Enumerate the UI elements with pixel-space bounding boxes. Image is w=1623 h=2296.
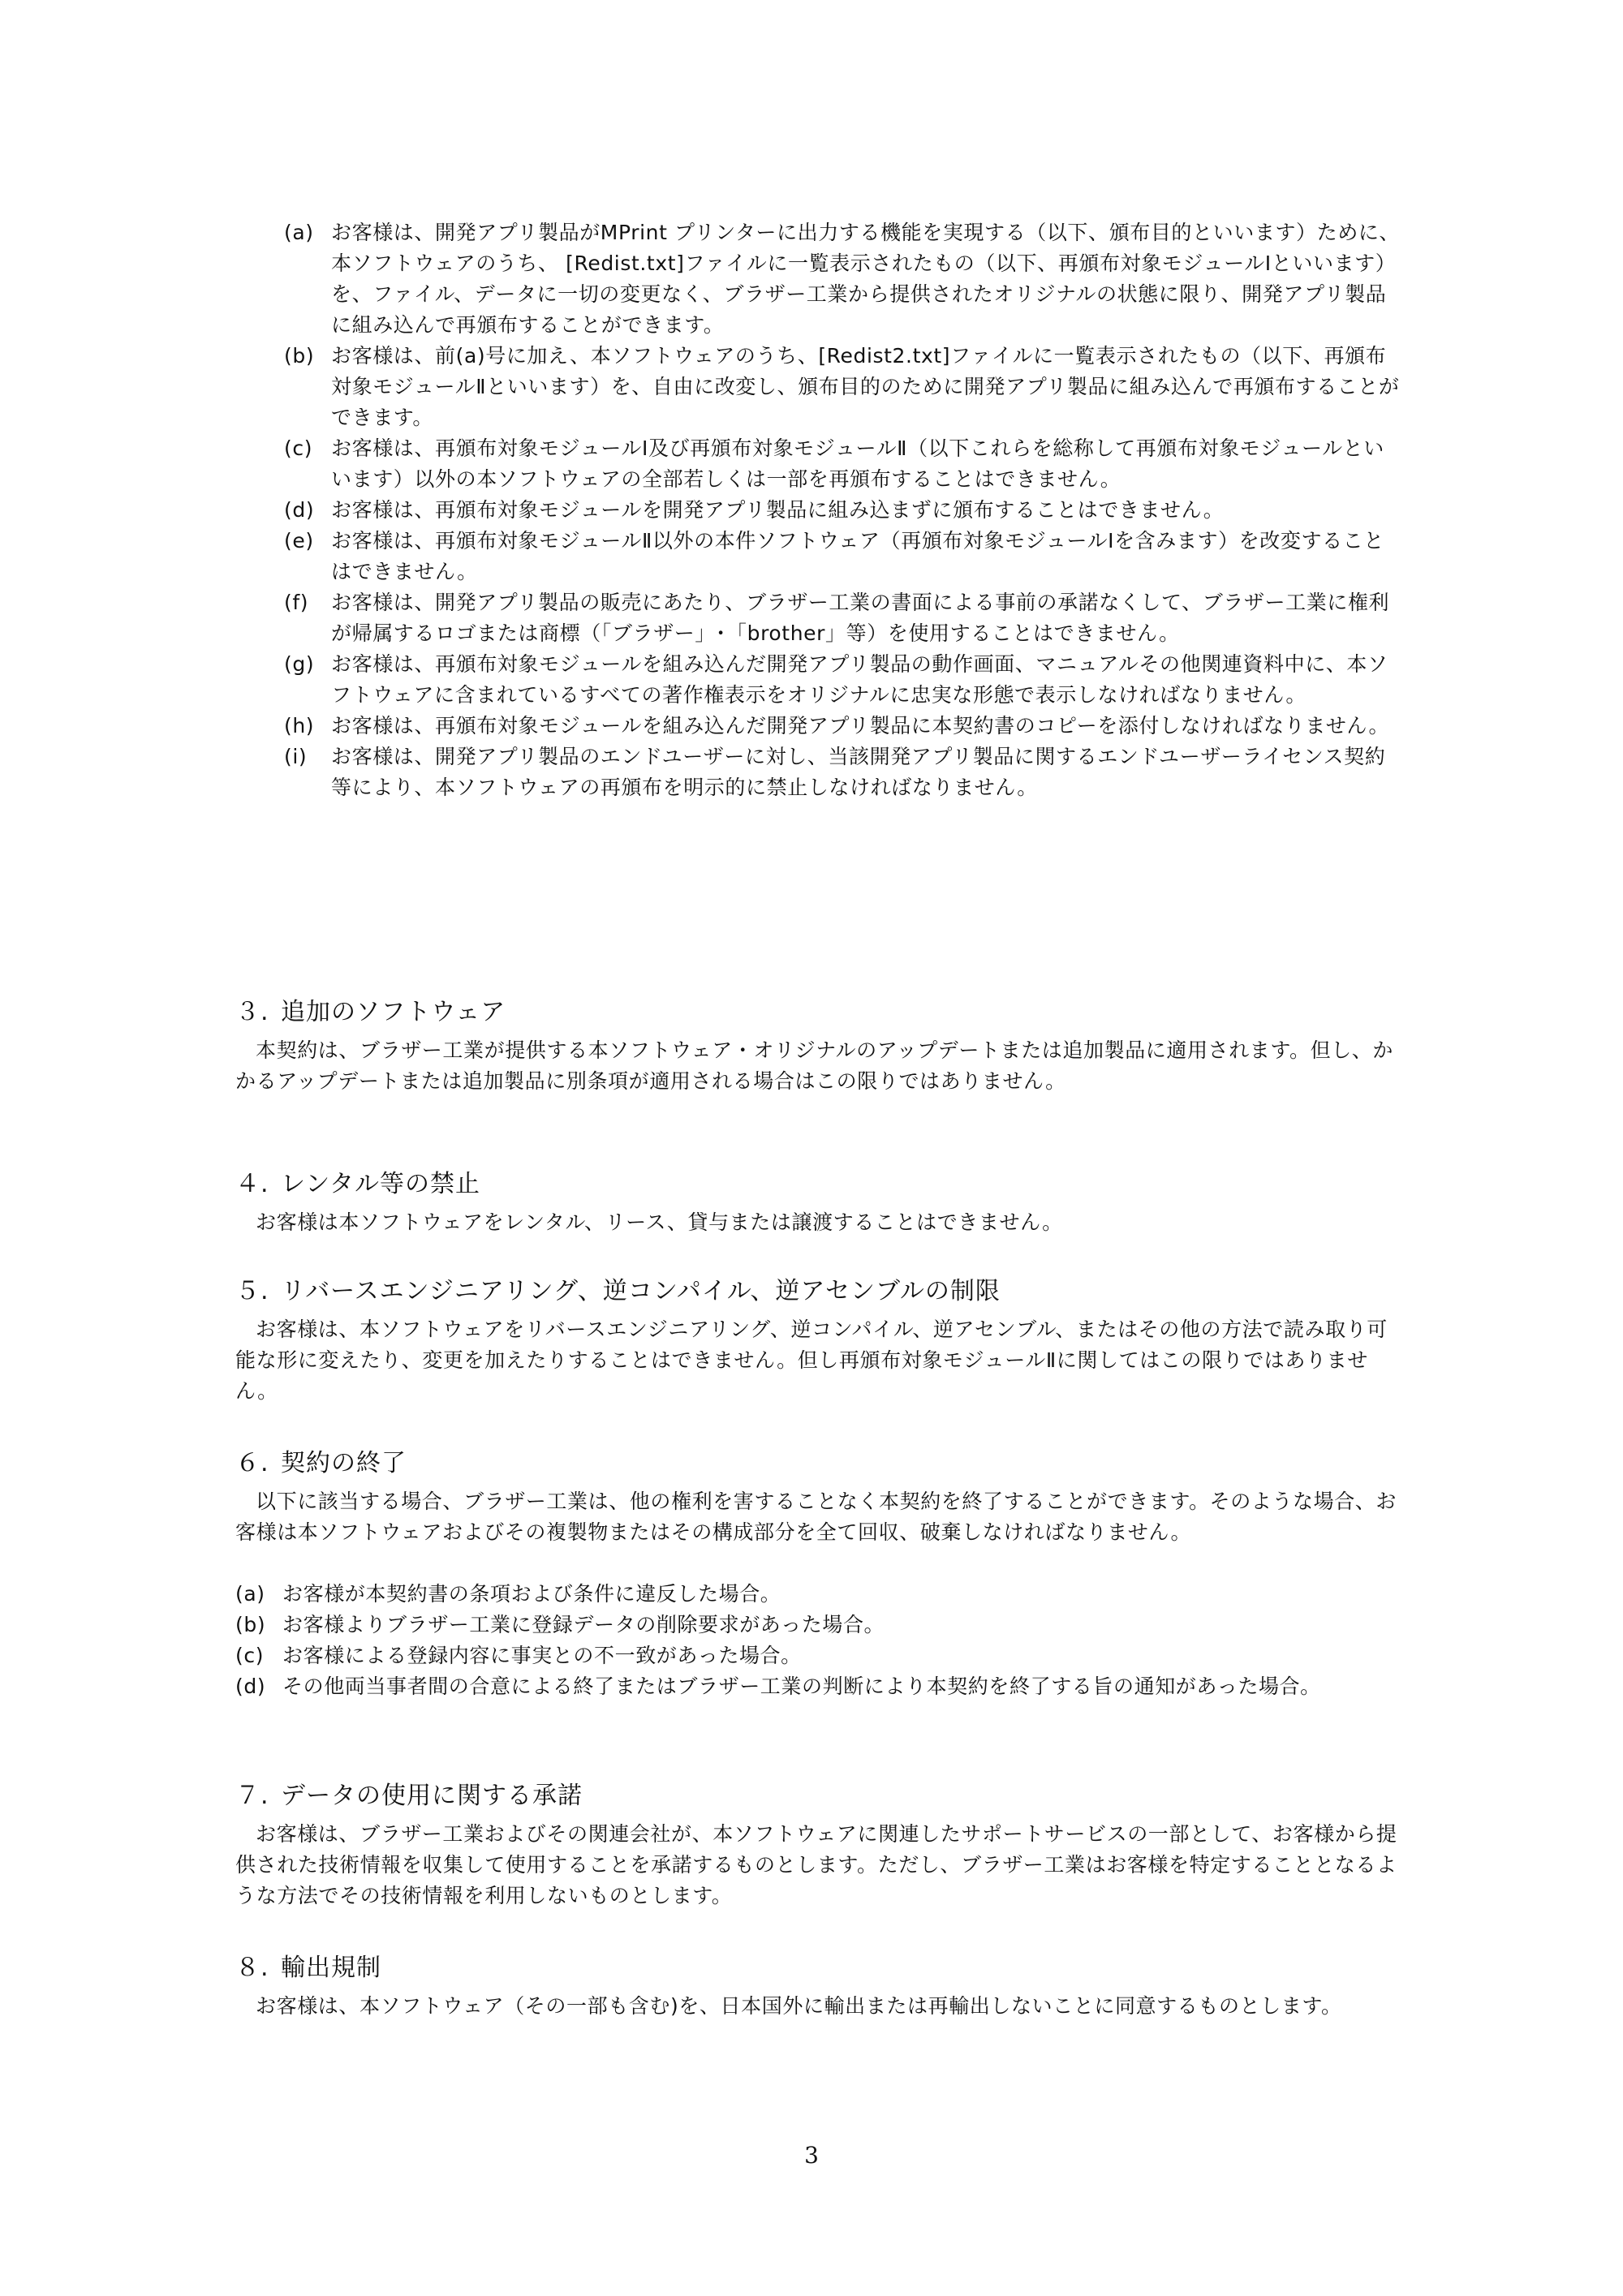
item-text: その他両当事者間の合意による終了またはブラザー工業の判断により本契約を終了する旨の通知があった場合。 <box>282 1675 1321 1698</box>
item-text: お客様は、開発アプリ製品の販売にあたり、ブラザー工業の書面による事前の承諾なくして、ブラザー工業に権利が帰属するロゴまたは商標（「ブラザー」･「brother」等）を使用することはできません。 <box>331 591 1390 645</box>
section-body: 本契約は、ブラザー工業が提供する本ソフトウェア・オリジナルのアップデートまたは追加製品に適用されます。但し、かかるアップデートまたは追加製品に別条項が適用される場合はこの限りではありません。 <box>235 1038 1394 1093</box>
section-heading <box>235 1275 1001 1308</box>
item-mark: (e) <box>284 529 314 553</box>
section-heading <box>235 1952 381 1984</box>
list-item <box>235 1579 1404 1610</box>
item-text: お客様よりブラザー工業に登録データの削除要求があった場合。 <box>282 1613 885 1636</box>
list-item <box>235 1610 1404 1640</box>
item-mark: (a) <box>284 221 314 244</box>
section-heading <box>235 996 506 1029</box>
item-text: お客様は、再頒布対象モジュールⅡ以外の本件ソフトウェア（再頒布対象モジュールⅠを含みます）を改変することはできません。 <box>331 529 1384 583</box>
section-body: 以下に該当する場合、ブラザー工業は、他の権利を害することなく本契約を終了することができます。そのような場合、お客様は本ソフトウェアおよびその複製物またはその構成部分を全て回収、破棄しなければなりません。 <box>235 1490 1397 1544</box>
item-text: お客様は、前(a)号に加え、本ソフトウェアのうち、[Redist2.txt]ファイルに一覧表示されたもの（以下、再頒布対象モジュールⅡといいます）を、自由に改変し、頒布目的のために開発アプリ製品に組み込んで再頒布することができます。 <box>331 344 1400 429</box>
section-title: 輸出規制 <box>281 1954 381 1982</box>
section-body: お客様は本ソフトウェアをレンタル、リース、貸与または譲渡することはできません。 <box>256 1210 1063 1234</box>
section-number: ３. <box>235 998 269 1026</box>
item-text: お客様は、再頒布対象モジュールⅠ及び再頒布対象モジュールⅡ（以下これらを総称して再頒布対象モジュールといいます）以外の本ソフトウェアの全部若しくは一部を再頒布することはできません。 <box>331 436 1384 491</box>
list-item <box>235 1671 1404 1702</box>
section-title: レンタル等の禁止 <box>281 1170 481 1198</box>
section-number: ７. <box>235 1782 269 1810</box>
list-item <box>235 742 1404 803</box>
section-body: お客様は、ブラザー工業およびその関連会社が、本ソフトウェアに関連したサポートサービスの一部として、お客様から提供された技術情報を収集して使用することを承諾するものとします。ただし、ブラザー工業はお客様を特定することとなるような方法でその技術情報を利用しないものとします。 <box>235 1822 1397 1907</box>
section-title: データの使用に関する承諾 <box>281 1782 583 1810</box>
item-text: お客様は、再頒布対象モジュールを組み込んだ開発アプリ製品に本契約書のコピーを添付しなければなりません。 <box>331 714 1390 737</box>
item-mark: (c) <box>284 436 313 460</box>
section-body: お客様は、本ソフトウェアをリバースエンジニアリング、逆コンパイル、逆アセンブル、またはその他の方法で読み取り可能な形に変えたり、変更を加えたりすることはできません。但し再頒布対象モジュールⅡに関してはこの限りではありません。 <box>235 1318 1388 1403</box>
section-heading <box>235 1447 407 1480</box>
item-mark: (b) <box>235 1613 266 1636</box>
item-mark: (i) <box>284 745 308 768</box>
item-text: お客様は、再頒布対象モジュールを開発アプリ製品に組み込まずに頒布することはできません。 <box>331 498 1225 522</box>
item-mark: (c) <box>235 1644 265 1667</box>
section-body: お客様は、本ソフトウェア（その一部も含む)を、日本国外に輸出または再輸出しないことに同意するものとします。 <box>256 1994 1342 2018</box>
section-title: 追加のソフトウェア <box>281 998 506 1026</box>
list-item <box>235 587 1404 649</box>
item-text: お客様による登録内容に事実との不一致があった場合。 <box>282 1644 802 1667</box>
section-number: ８. <box>235 1954 269 1982</box>
item-mark: (f) <box>284 591 309 614</box>
list-item <box>235 433 1404 495</box>
section-number: ６. <box>235 1449 269 1477</box>
section-title: リバースエンジニアリング、逆コンパイル、逆アセンブルの制限 <box>281 1277 1001 1305</box>
section-number: ４. <box>235 1170 269 1198</box>
list-item <box>235 649 1404 711</box>
page-number: 3 <box>804 2142 819 2169</box>
item-text: お客様は、開発アプリ製品のエンドユーザーに対し、当該開発アプリ製品に関するエンドユーザーライセンス契約等により、本ソフトウェアの再頒布を明示的に禁止しなければなりません。 <box>331 745 1386 799</box>
item-mark: (g) <box>284 652 315 676</box>
list-item <box>235 711 1404 742</box>
item-mark: (d) <box>235 1675 266 1698</box>
item-mark: (a) <box>235 1582 265 1606</box>
section-heading <box>235 1168 480 1201</box>
termination-conditions-list <box>235 1579 1404 1702</box>
item-text: お客様は、開発アプリ製品がMPrint プリンターに出力する機能を実現する（以下、頒布目的といいます）ために、本ソフトウェアのうち、 [Redist.txt]ファイルに一覧表示されたもの（以下、再頒布対象モジュールⅠといいます）を、ファイル、データに一切の変更なく、ブラザー工業から提供されたオリジナルの状態に限り、開発アプリ製品に組み込んで再頒布することができます。 <box>331 221 1401 337</box>
section-heading <box>235 1780 583 1812</box>
list-item <box>235 526 1404 587</box>
item-text: お客様が本契約書の条項および条件に違反した場合。 <box>282 1582 781 1606</box>
redistribution-conditions-list <box>235 217 1404 803</box>
item-mark: (b) <box>284 344 315 368</box>
section-title: 契約の終了 <box>281 1449 407 1477</box>
item-text: お客様は、再頒布対象モジュールを組み込んだ開発アプリ製品の動作画面、マニュアルその他関連資料中に、本ソフトウェアに含まれているすべての著作権表示をオリジナルに忠実な形態で表示しなければなりません。 <box>331 652 1388 707</box>
item-mark: (h) <box>284 714 315 737</box>
list-item <box>235 341 1404 433</box>
section-number: ５. <box>235 1277 269 1305</box>
item-mark: (d) <box>284 498 315 522</box>
list-item <box>235 495 1404 526</box>
list-item <box>235 1640 1404 1671</box>
list-item <box>235 217 1404 341</box>
